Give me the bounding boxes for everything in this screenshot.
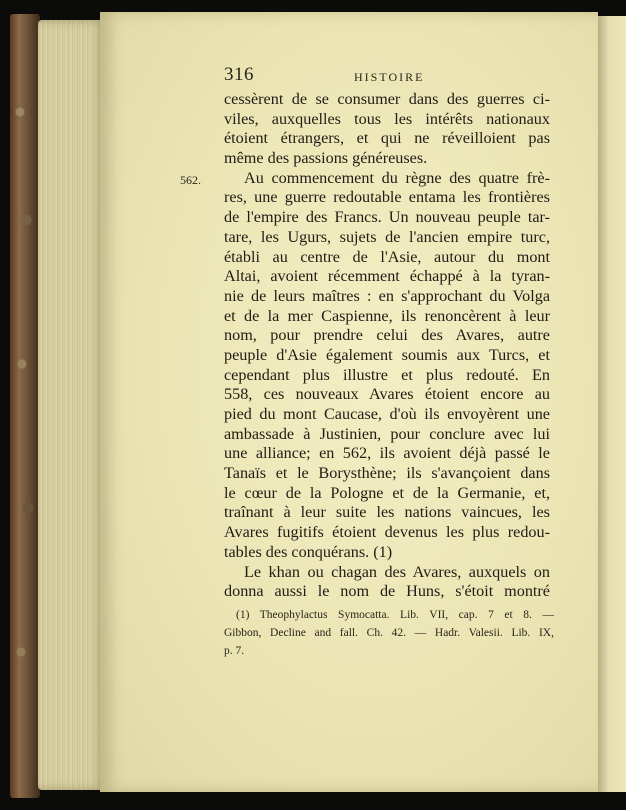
text-line: pied du mont Caucase, d'où ils envoyèrent une — [224, 405, 550, 423]
text-line: res, une guerre redoutable entama les frontières — [224, 188, 550, 207]
text-line: peuple d'Asie également soumis aux Turcs, et — [224, 345, 550, 364]
footnote-line: Gibbon, Decline and fall. Ch. 42. — Hadr. Valesii. Lib. IX, — [224, 627, 554, 639]
running-head: HISTOIRE — [354, 70, 425, 84]
facing-page-edge — [598, 16, 626, 792]
text-line: nie de leurs maîtres : en s'approchant du Volga — [224, 286, 550, 305]
text-line: même des passions généreuses. — [224, 149, 428, 168]
text-line: Le khan ou chagan des Avares, auxquels on — [244, 562, 550, 581]
footnote-line: p. 7. — [224, 645, 245, 657]
text-line: ambassade à Justinien, pour conclure avec lui — [224, 424, 550, 443]
text-line: cessèrent de se consumer dans des guerres ci- — [224, 90, 550, 108]
text-line: de l'empire des Francs. Un nouveau peuple tar- — [224, 208, 550, 227]
footnote — [224, 606, 554, 660]
cover-marbling — [14, 40, 34, 760]
text-line: Avares fugitifs étoient devenus les plus redou- — [224, 523, 550, 542]
text-line: Altai, avoient récemment échappé à la tyran- — [224, 267, 550, 286]
text-line: nom, pour prendre celui des Avares, autre — [224, 326, 550, 345]
text-line: viles, auxquelles tous les intérêts nationaux — [224, 109, 550, 128]
text-line: le cœur de la Pologne et de la Germanie, et, — [224, 483, 550, 502]
margin-date: 562. — [180, 173, 201, 187]
text-line: Tanaïs et le Borysthène; ils s'avançoient dans — [224, 464, 550, 483]
text-line: une alliance; en 562, ils avoient déjà passé le — [224, 444, 550, 463]
text-line: 558, ces nouveaux Avares étoient encore au — [224, 385, 550, 404]
text-line: Au commencement du règne des quatre frè- — [244, 168, 550, 187]
page-header — [224, 64, 550, 88]
text-line: étoient étrangers, et qui ne réveilloient pas — [224, 129, 550, 148]
page-edges — [38, 20, 106, 790]
text-line: et de la mer Caspienne, ils renoncèrent à leur — [224, 306, 550, 325]
text-line: cependant plus illustre et plus redouté. En — [224, 365, 550, 384]
footnote-line: (1) Theophylactus Symocatta. Lib. VII, cap. 7 et 8. — — [236, 609, 554, 621]
text-line: traînant à leur suite les nations vaincues, les — [224, 503, 550, 522]
text-line: établi au centre de l'Asie, autour du mont — [224, 247, 550, 266]
text-line: tables des conquérans. (1) — [224, 542, 393, 561]
text-line: donna aussi le nom de Huns, s'étoit montré — [224, 582, 550, 601]
text-line: tare, les Ugurs, sujets de l'ancien empire turc, — [224, 227, 550, 246]
page-number: 316 — [224, 64, 254, 85]
body-text — [224, 90, 550, 602]
